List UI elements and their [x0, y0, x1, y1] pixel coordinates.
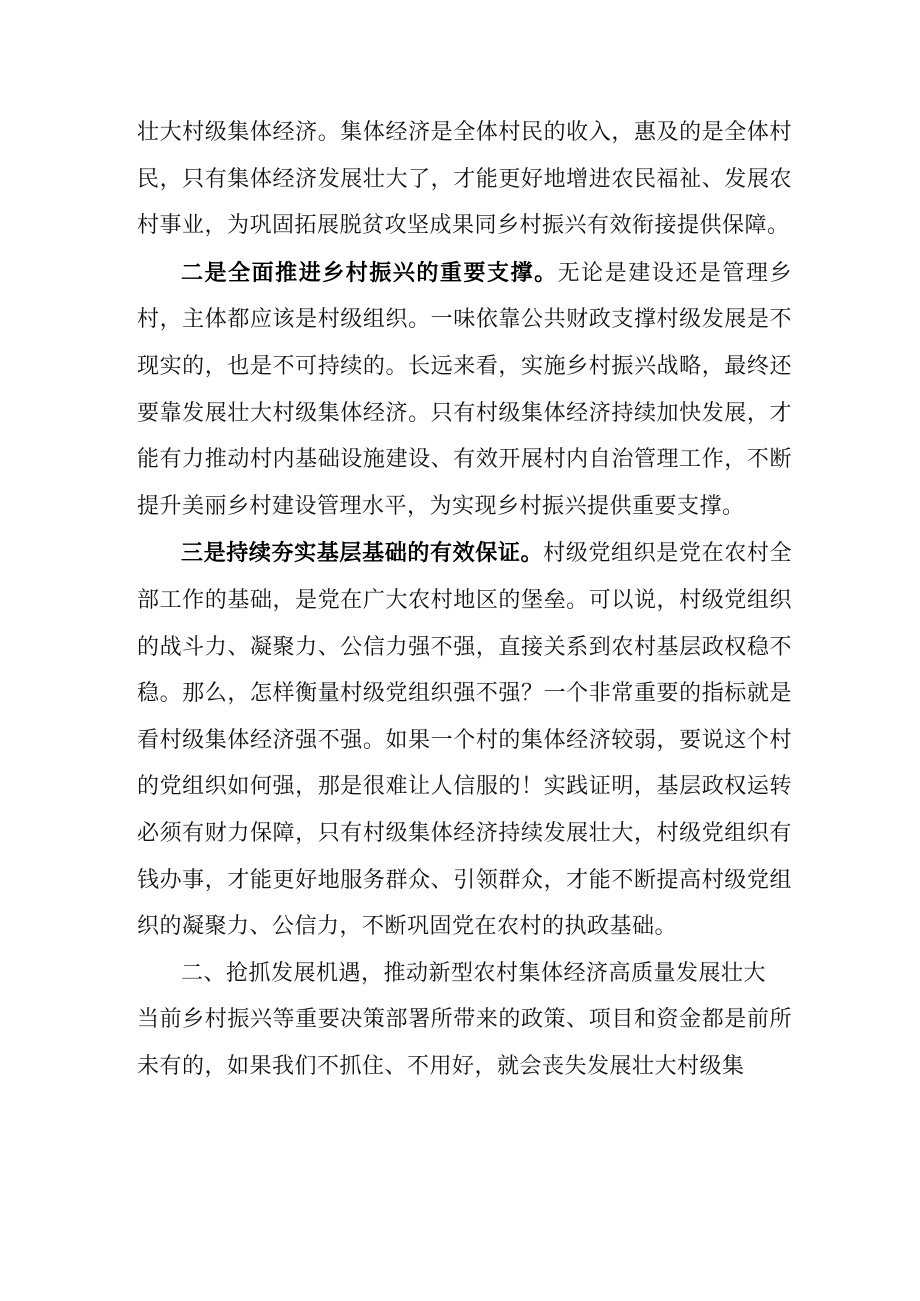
paragraph-body: 村级党组织是党在农村全部工作的基础，是党在广大农村地区的堡垒。可以说，村级党组织的战斗力、凝聚力、公信力强不强，直接关系到农村基层政权稳不稳。那么，怎样衡量村级党组织强不强？一个非常重要的指标就是看村级集体经济强不强。如果一个村的集体经济较弱，要说这个村的党组织如何强，那是很难让人信服的！实践证明，基层政权运转必须有财力保障，只有村级集体经济持续发展壮大，村级党组织有钱办事，才能更好地服务群众、引领群众，才能不断提高村级党组织的凝聚力、公信力，不断巩固党在农村的执政基础。	[137, 541, 792, 940]
paragraph-rural-revitalization-support	[137, 250, 792, 531]
paragraph-body: 壮大村级集体经济。集体经济是全体村民的收入，惠及的是全体村民，只有集体经济发展壮大了，才能更好地增进农民福祉、发展农村事业，为巩固拓展脱贫攻坚成果同乡村振兴有效衔接提供保障。	[137, 120, 792, 239]
paragraph-development-opportunity	[137, 997, 792, 1090]
document-body	[137, 110, 792, 1090]
paragraph-body: 当前乡村振兴等重要决策部署所带来的政策、项目和资金都是前所未有的，如果我们不抓住、不用好，就会丧失发展壮大村级集	[137, 1007, 792, 1079]
paragraph-grassroots-foundation	[137, 530, 792, 950]
paragraph-body: 无论是建设还是管理乡村，主体都应该是村级组织。一味依靠公共财政支撑村级发展是不现实的，也是不可持续的。长远来看，实施乡村振兴战略，最终还要靠发展壮大村级集体经济。只有村级集体经济持续加快发展，才能有力推动村内基础设施建设、有效开展村内自治管理工作，不断提升美丽乡村建设管理水平，为实现乡村振兴提供重要支撑。	[137, 260, 792, 519]
paragraph-collective-economy-continued	[137, 110, 792, 250]
paragraph-lead-heading: 三是持续夯实基层基础的有效保证。	[181, 540, 544, 567]
section-heading-2	[137, 951, 792, 998]
section-heading-text: 二、抢抓发展机遇，推动新型农村集体经济高质量发展壮大	[181, 960, 767, 986]
paragraph-lead-heading: 二是全面推进乡村振兴的重要支撑。	[181, 259, 558, 286]
